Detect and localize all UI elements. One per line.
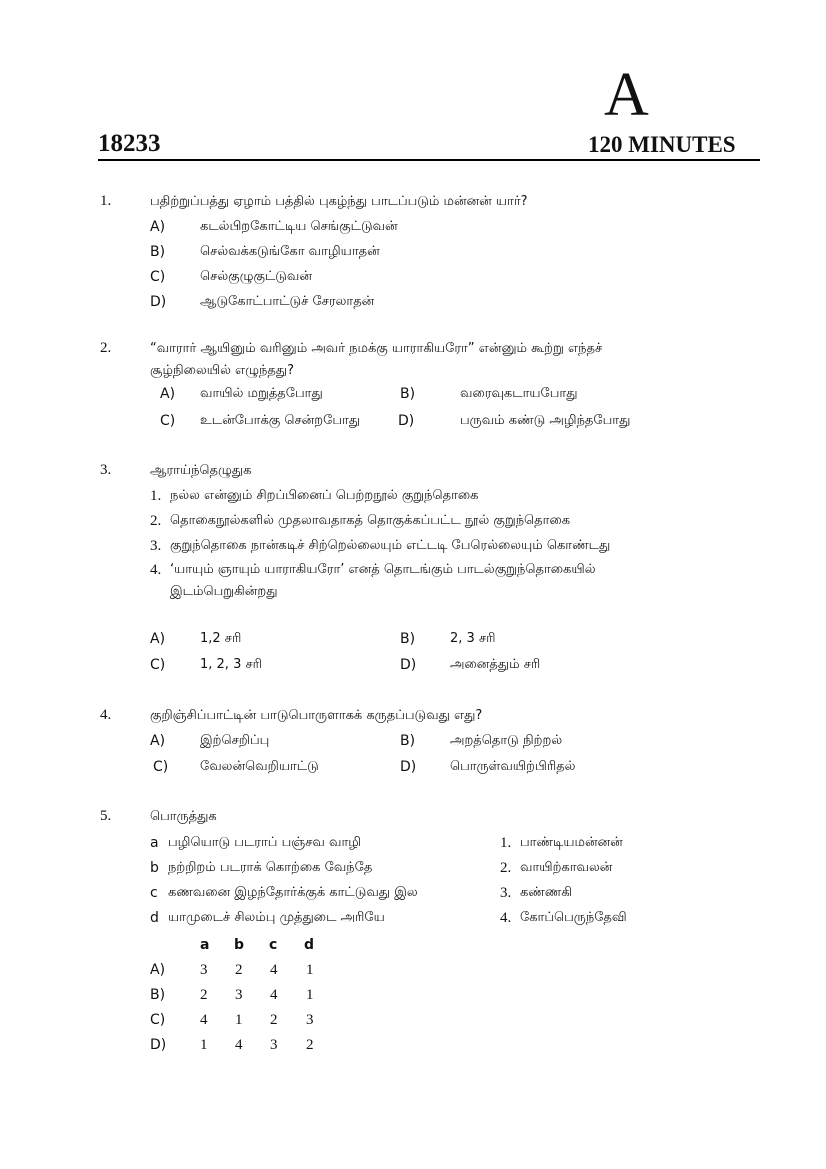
statement-1-text: நல்ல என்னும் சிறப்பினைப் பெற்றநூல் குறுந்தொகை xyxy=(170,488,479,503)
grid-value: 1 xyxy=(306,987,314,1003)
option-d-label: D) xyxy=(150,294,167,310)
grid-value: 2 xyxy=(235,962,243,978)
option-a-text: 1,2 சரி xyxy=(200,631,242,646)
option-d-text: பொருள்வயிற்பிரிதல் xyxy=(450,759,576,774)
grid-row-a-label: A) xyxy=(150,962,166,978)
match-right-4-label: 4. xyxy=(500,910,512,926)
option-c-label: C) xyxy=(150,657,166,673)
match-left-a-label: a xyxy=(150,835,159,851)
statement-4-text: ‘யாயும் ஞாயும் யாராகியரோ’ எனத் தொடங்கும் பாடல்குறுந்தொகையில் xyxy=(170,562,596,577)
option-a-label: A) xyxy=(150,733,166,749)
question-number: 1. xyxy=(100,193,112,209)
statement-1-label: 1. xyxy=(150,488,162,504)
option-d-label: D) xyxy=(398,413,415,429)
grid-header-c: c xyxy=(269,937,278,953)
match-right-2-label: 2. xyxy=(500,860,512,876)
option-c-text: வேலன்வெறியாட்டு xyxy=(200,759,319,774)
option-c-label: C) xyxy=(150,269,166,285)
grid-row-d-label: D) xyxy=(150,1037,167,1053)
grid-value: 4 xyxy=(270,962,278,978)
grid-value: 3 xyxy=(235,987,243,1003)
grid-value: 4 xyxy=(270,987,278,1003)
grid-value: 1 xyxy=(306,962,314,978)
statement-3-label: 3. xyxy=(150,538,162,554)
option-d-text: ஆடுகோட்பாட்டுச் சேரலாதன் xyxy=(200,294,375,309)
grid-value: 2 xyxy=(200,987,208,1003)
option-b-text: வரைவுகடாயபோது xyxy=(460,386,578,401)
exam-duration: 120 MINUTES xyxy=(588,132,736,157)
question-text: பொருத்துக xyxy=(150,809,217,824)
option-c-text: 1, 2, 3 சரி xyxy=(200,657,263,672)
option-b-label: B) xyxy=(400,631,416,647)
match-left-c-text: கணவனை இழந்தோர்க்குக் காட்டுவது இல xyxy=(168,885,418,900)
grid-row-b-label: B) xyxy=(150,987,166,1003)
grid-value: 2 xyxy=(270,1012,278,1028)
option-b-text: அறத்தொடு நிற்றல் xyxy=(450,733,563,748)
question-text: பதிற்றுப்பத்து ஏழாம் பத்தில் புகழ்ந்து பாடப்படும் மன்னன் யார்? xyxy=(150,194,528,209)
statement-2-text: தொகைநூல்களில் முதலாவதாகத் தொகுக்கப்பட்ட நூல் குறுந்தொகை xyxy=(170,513,571,528)
header-rule xyxy=(98,159,760,161)
option-b-text: செல்வக்கடுங்கோ வாழியாதன் xyxy=(200,244,380,259)
option-c-text: செல்குழுகுட்டுவன் xyxy=(200,269,312,284)
question-number: 3. xyxy=(100,462,112,478)
statement-4-continuation: இடம்பெறுகின்றது xyxy=(170,584,278,599)
match-right-1-text: பாண்டியமன்னன் xyxy=(520,835,623,850)
statement-3-text: குறுந்தொகை நான்கடிச் சிற்றெல்லையும் எட்டடி பேரெல்லையும் கொண்டது xyxy=(170,538,611,553)
option-a-text: வாயில் மறுத்தபோது xyxy=(200,386,323,401)
grid-value: 3 xyxy=(306,1012,314,1028)
question-number: 5. xyxy=(100,808,112,824)
option-d-label: D) xyxy=(400,759,417,775)
grid-value: 3 xyxy=(270,1037,278,1053)
question-number: 4. xyxy=(100,707,112,723)
question-text-line-2: சூழ்நிலையில் எழுந்தது? xyxy=(150,363,295,378)
match-left-d-text: யாமுடைச் சிலம்பு முத்துடை அரியே xyxy=(168,910,385,925)
question-number: 2. xyxy=(100,340,112,356)
question-text: குறிஞ்சிப்பாட்டின் பாடுபொருளாகக் கருதப்படுவது எது? xyxy=(150,708,483,723)
grid-header-b: b xyxy=(234,937,245,953)
option-b-label: B) xyxy=(400,386,416,402)
match-right-3-label: 3. xyxy=(500,885,512,901)
option-a-label: A) xyxy=(150,631,166,647)
grid-value: 4 xyxy=(235,1037,243,1053)
option-d-text: பருவம் கண்டு அழிந்தபோது xyxy=(460,413,631,428)
question-text-line-1: “வாரார் ஆயினும் வரினும் அவர் நமக்கு யாராகியரோ” என்னும் கூற்று எந்தச் xyxy=(150,341,603,356)
option-b-label: B) xyxy=(150,244,166,260)
option-c-label: C) xyxy=(160,413,176,429)
grid-value: 1 xyxy=(200,1037,208,1053)
match-left-a-text: பழியொடு படராப் பஞ்சவ வாழி xyxy=(168,835,362,850)
match-right-4-text: கோப்பெருந்தேவி xyxy=(520,910,627,925)
option-c-label: C) xyxy=(153,759,169,775)
match-right-3-text: கண்ணகி xyxy=(520,885,573,900)
series-letter: A xyxy=(604,61,649,129)
option-a-label: A) xyxy=(150,219,166,235)
option-b-text: 2, 3 சரி xyxy=(450,631,496,646)
grid-row-c-label: C) xyxy=(150,1012,166,1028)
statement-4-label: 4. xyxy=(150,562,162,578)
option-a-text: கடல்பிறகோட்டிய செங்குட்டுவன் xyxy=(200,219,398,234)
grid-value: 2 xyxy=(306,1037,314,1053)
grid-header-d: d xyxy=(304,937,315,953)
match-left-b-text: நற்றிறம் படராக் கொற்கை வேந்தே xyxy=(168,860,373,875)
option-d-text: அனைத்தும் சரி xyxy=(450,657,541,672)
grid-value: 4 xyxy=(200,1012,208,1028)
match-right-1-label: 1. xyxy=(500,835,512,851)
option-c-text: உடன்போக்கு சென்றபோது xyxy=(200,413,361,428)
statement-2-label: 2. xyxy=(150,513,162,529)
option-a-label: A) xyxy=(160,386,176,402)
question-text: ஆராய்ந்தெழுதுக xyxy=(150,463,252,478)
option-a-text: இற்செறிப்பு xyxy=(200,733,270,748)
grid-header-a: a xyxy=(200,937,210,953)
question-paper-code: 18233 xyxy=(98,130,161,157)
match-left-b-label: b xyxy=(150,860,159,876)
match-right-2-text: வாயிற்காவலன் xyxy=(520,860,613,875)
match-left-c-label: c xyxy=(150,885,158,901)
grid-value: 1 xyxy=(235,1012,243,1028)
option-d-label: D) xyxy=(400,657,417,673)
grid-value: 3 xyxy=(200,962,208,978)
option-b-label: B) xyxy=(400,733,416,749)
match-left-d-label: d xyxy=(150,910,159,926)
